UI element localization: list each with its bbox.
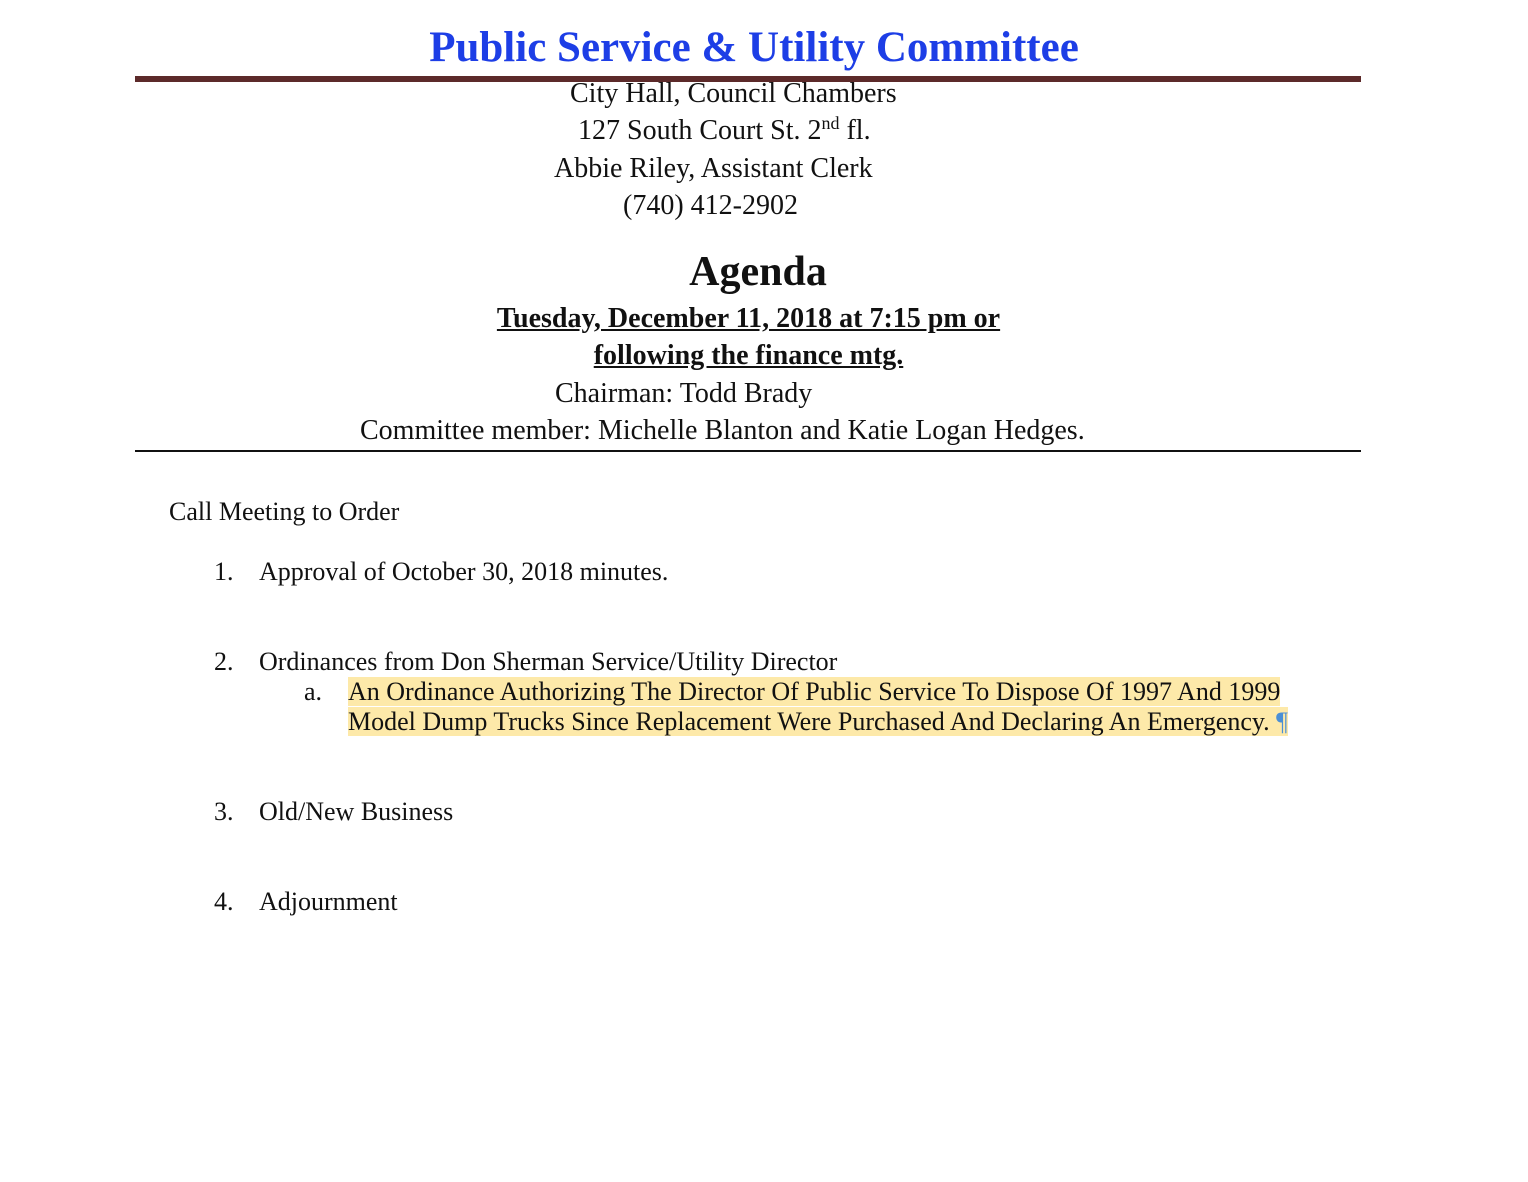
committee-title: Public Service & Utility Committee bbox=[429, 24, 1079, 71]
chairman: Chairman: Todd Brady bbox=[555, 378, 813, 409]
address-ordinal: nd bbox=[821, 113, 840, 133]
paragraph-mark-icon: ¶ bbox=[1276, 707, 1288, 736]
agenda-item-number: 2. bbox=[214, 647, 234, 676]
agenda-item-number: 4. bbox=[214, 887, 234, 916]
agenda-heading: Agenda bbox=[689, 249, 827, 295]
agenda-item-text: Ordinances from Don Sherman Service/Utility Director bbox=[259, 647, 838, 676]
section-divider bbox=[135, 450, 1361, 452]
ordinance-text-line-2: Model Dump Trucks Since Replacement Were Purchased And Declaring An Emergency. bbox=[348, 707, 1277, 736]
agenda-item-text: Adjournment bbox=[259, 887, 398, 916]
clerk-phone: (740) 412-2902 bbox=[623, 190, 798, 221]
meeting-date-line-1: Tuesday, December 11, 2018 at 7:15 pm or bbox=[496, 303, 1001, 334]
call-to-order: Call Meeting to Order bbox=[169, 497, 400, 526]
committee-members: Committee member: Michelle Blanton and Katie Logan Hedges. bbox=[360, 415, 1085, 446]
clerk-name: Abbie Riley, Assistant Clerk bbox=[554, 153, 873, 184]
agenda-item-number: 1. bbox=[214, 557, 234, 586]
agenda-item-number: 3. bbox=[214, 797, 234, 826]
meeting-date-line-2: following the finance mtg. bbox=[593, 340, 904, 371]
ordinance-text-line-1: An Ordinance Authorizing The Director Of Public Service To Dispose Of 1997 And 1999 bbox=[348, 677, 1281, 706]
address-floor: fl. bbox=[839, 115, 871, 146]
meeting-location: City Hall, Council Chambers bbox=[570, 78, 897, 109]
sub-item-letter: a. bbox=[304, 677, 323, 706]
agenda-item-text: Old/New Business bbox=[259, 797, 454, 826]
ordinance-sub-item bbox=[348, 677, 1348, 737]
meeting-address bbox=[578, 114, 871, 148]
address-street: 127 South Court St. 2 bbox=[578, 115, 822, 146]
agenda-item-text: Approval of October 30, 2018 minutes. bbox=[259, 557, 669, 586]
